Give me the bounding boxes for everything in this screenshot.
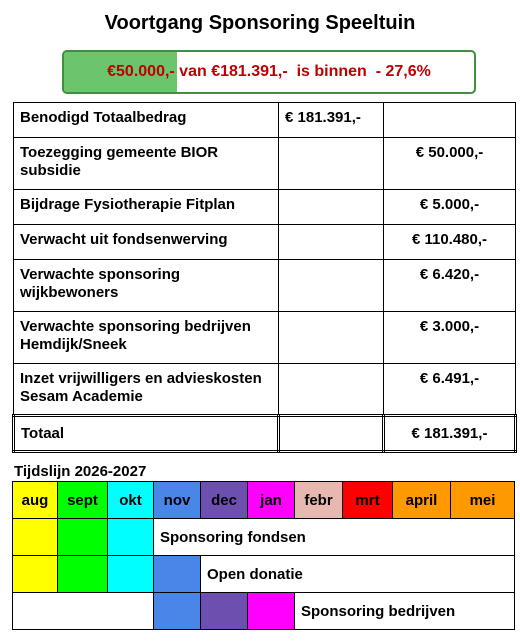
month-cell: okt bbox=[108, 482, 154, 519]
track-cell bbox=[13, 593, 154, 630]
month-cell: nov bbox=[154, 482, 201, 519]
row-amount-total bbox=[279, 364, 384, 416]
month-cell: dec bbox=[201, 482, 248, 519]
month-cell: jan bbox=[248, 482, 295, 519]
track-cell bbox=[201, 593, 248, 630]
row-amount bbox=[384, 103, 516, 138]
month-cell: febr bbox=[295, 482, 343, 519]
page-title: Voortgang Sponsoring Speeltuin bbox=[104, 12, 416, 34]
track-cell bbox=[13, 556, 58, 593]
track-label: Open donatie bbox=[201, 556, 515, 593]
row-amount-total bbox=[279, 138, 384, 190]
track-label: Sponsoring bedrijven bbox=[295, 593, 515, 630]
progress-text: €50.000,- van €181.391,- is binnen - 27,6% bbox=[107, 63, 431, 80]
timeline-table bbox=[12, 481, 515, 630]
table-row bbox=[14, 260, 516, 312]
progress-bar bbox=[62, 50, 476, 94]
row-amount: € 6.491,- bbox=[384, 364, 516, 416]
timeline-track-fondsen bbox=[13, 519, 515, 556]
row-amount-total bbox=[279, 190, 384, 225]
total-amount-col1 bbox=[279, 416, 384, 452]
row-label: Inzet vrijwilligers en advieskosten Sesam Academie bbox=[14, 364, 279, 416]
month-cell: april bbox=[393, 482, 451, 519]
timeline-track-donatie bbox=[13, 556, 515, 593]
row-amount: € 3.000,- bbox=[384, 312, 516, 364]
total-row bbox=[14, 416, 516, 452]
month-cell: sept bbox=[58, 482, 108, 519]
track-cell bbox=[248, 593, 295, 630]
row-amount-total: € 181.391,- bbox=[279, 103, 384, 138]
row-label: Toezegging gemeente BIOR subsidie bbox=[14, 138, 279, 190]
table-row bbox=[14, 312, 516, 364]
table-row bbox=[14, 225, 516, 260]
row-amount: € 6.420,- bbox=[384, 260, 516, 312]
row-label: Benodigd Totaalbedrag bbox=[14, 103, 279, 138]
track-cell bbox=[58, 556, 108, 593]
row-label: Verwacht uit fondsenwerving bbox=[14, 225, 279, 260]
track-cell bbox=[13, 519, 58, 556]
row-amount: € 110.480,- bbox=[384, 225, 516, 260]
track-cell bbox=[58, 519, 108, 556]
table-row bbox=[14, 364, 516, 416]
table-row bbox=[14, 103, 516, 138]
row-label: Verwachte sponsoring wijkbewoners bbox=[14, 260, 279, 312]
track-cell bbox=[108, 556, 154, 593]
month-cell: mrt bbox=[343, 482, 393, 519]
total-amount: € 181.391,- bbox=[384, 416, 516, 452]
budget-table bbox=[12, 102, 517, 453]
track-label: Sponsoring fondsen bbox=[154, 519, 515, 556]
track-cell bbox=[108, 519, 154, 556]
row-amount: € 50.000,- bbox=[384, 138, 516, 190]
month-header-row bbox=[13, 482, 515, 519]
month-cell: mei bbox=[451, 482, 515, 519]
track-cell bbox=[154, 593, 201, 630]
row-amount: € 5.000,- bbox=[384, 190, 516, 225]
table-row bbox=[14, 190, 516, 225]
timeline-track-bedrijven bbox=[13, 593, 515, 630]
row-label: Verwachte sponsoring bedrijven Hemdijk/Sneek bbox=[14, 312, 279, 364]
row-amount-total bbox=[279, 312, 384, 364]
month-cell: aug bbox=[13, 482, 58, 519]
total-label: Totaal bbox=[14, 416, 279, 452]
row-amount-total bbox=[279, 225, 384, 260]
row-label: Bijdrage Fysiotherapie Fitplan bbox=[14, 190, 279, 225]
row-amount-total bbox=[279, 260, 384, 312]
track-cell bbox=[154, 556, 201, 593]
timeline-title: Tijdslijn 2026-2027 bbox=[14, 463, 147, 480]
table-row bbox=[14, 138, 516, 190]
